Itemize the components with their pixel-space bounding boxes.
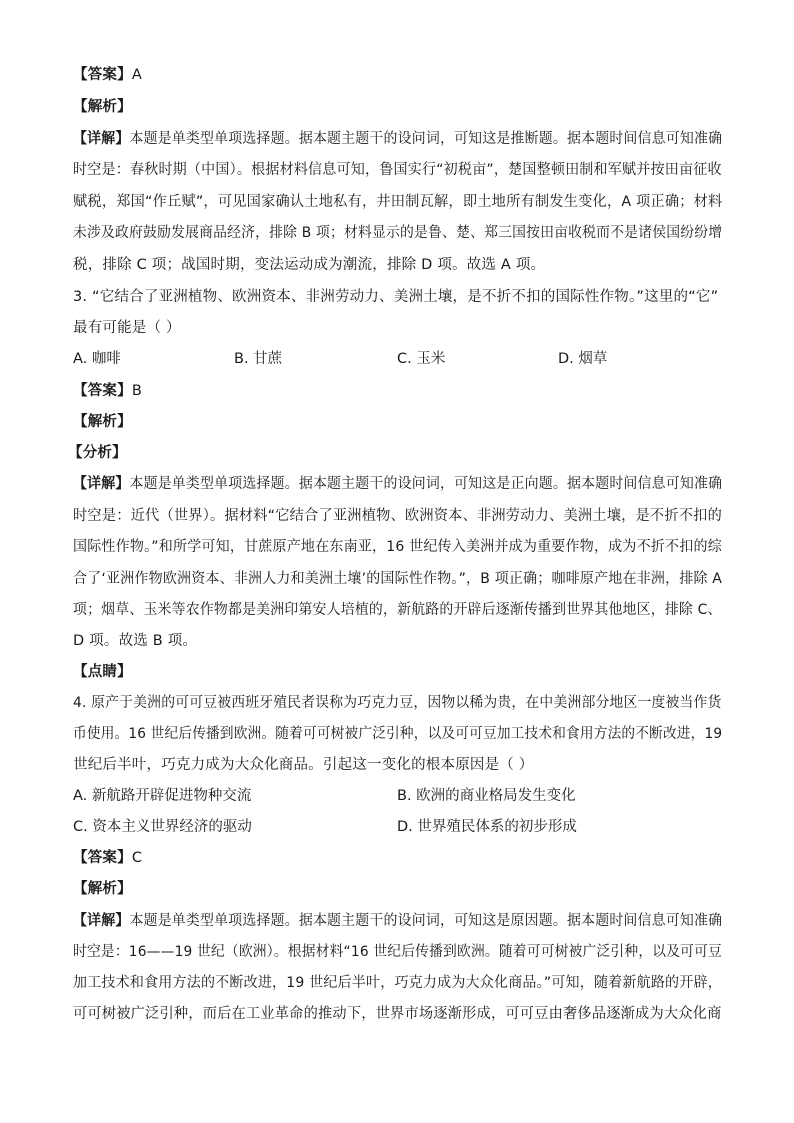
detail-label: 【详解】 xyxy=(73,131,130,147)
q4-detail-line-3: 加工技术和食用方法的不断改进，19 世纪后半叶，巧克力成为大众化商品。”可知，随着新航路的开辟， xyxy=(73,975,722,991)
q2-analysis-label: 【解析】 xyxy=(73,99,132,115)
q3-option-a: A. 咖啡 xyxy=(73,351,121,367)
q4-answer xyxy=(73,848,142,868)
q3-detail-line-1 xyxy=(73,474,722,494)
answer-label: 【答案】 xyxy=(73,67,132,83)
q4-stem-line-2: 币使用。16 世纪后传播到欧洲。随着可可树被广泛引种，以及可可豆加工技术和食用方法的不断改进，19 xyxy=(73,726,723,742)
q3-dianjing-label: 【点睛】 xyxy=(73,664,132,680)
q2-answer xyxy=(73,65,142,85)
detail-label: 【详解】 xyxy=(73,913,130,929)
q4-option-d: D. 世界殖民体系的初步形成 xyxy=(397,819,577,835)
q3-detail-line-2: 时空是：近代（世界）。据材料“它结合了亚洲植物、欧洲资本、非洲劳动力、美洲土壤，是不折不扣的 xyxy=(73,508,722,524)
detail-text: 本题是单类型单项选择题。据本题主题干的设问词，可知这是推断题。据本题时间信息可知准确 xyxy=(129,131,723,147)
q3-detail-line-6: D 项。故选 B 项。 xyxy=(73,633,198,649)
answer-value: C xyxy=(131,850,143,866)
q3-detail-line-5: 项；烟草、玉米等农作物都是美洲印第安人培植的，新航路的开辟后逐渐传播到世界其他地区，排除 C、 xyxy=(73,602,722,618)
q3-answer xyxy=(73,381,142,401)
detail-label: 【详解】 xyxy=(73,476,130,492)
detail-text: 本题是单类型单项选择题。据本题主题干的设问词，可知这是原因题。据本题时间信息可知准确 xyxy=(129,913,723,929)
q4-analysis-label: 【解析】 xyxy=(73,881,132,897)
answer-label: 【答案】 xyxy=(73,850,132,866)
q3-option-c: C. 玉米 xyxy=(397,351,446,367)
q4-detail-line-1 xyxy=(73,911,722,931)
q2-detail-line-3: 赋税，郑国“作丘赋”，可见国家确认土地私有，井田制瓦解，即土地所有制发生变化，A 项正确；材料 xyxy=(73,194,723,210)
q2-detail-line-1 xyxy=(73,129,722,149)
q3-stem-line-1: 3. “它结合了亚洲植物、欧洲资本、非洲劳动力、美洲土壤，是不折不扣的国际性作物。”这里的“它” xyxy=(73,289,719,305)
q3-analysis-label: 【解析】 xyxy=(73,414,132,430)
q3-stem-line-2: 最有可能是（ ） xyxy=(73,320,181,336)
q3-detail-line-3: 国际性作物。”和所学可知，甘蔗原产地在东南亚，16 世纪传入美洲并成为重要作物，成为不折不扣的综 xyxy=(73,539,722,555)
q4-option-c: C. 资本主义世界经济的驱动 xyxy=(73,819,252,835)
q4-option-b: B. 欧洲的商业格局发生变化 xyxy=(397,788,576,804)
answer-value: A xyxy=(131,67,142,83)
q3-detail-line-4: 合了‘亚洲作物欧洲资本、非洲人力和美洲土壤’的国际性作物。”，B 项正确；咖啡原产地在非洲，排除 A xyxy=(73,571,723,587)
q3-option-d: D. 烟草 xyxy=(558,351,608,367)
answer-label: 【答案】 xyxy=(73,383,132,399)
q4-option-a: A. 新航路开辟促进物种交流 xyxy=(73,788,252,804)
q4-detail-line-2: 时空是：16——19 世纪（欧洲）。根据材料“16 世纪后传播到欧洲。随着可可树被广泛引种，以及可可豆 xyxy=(73,944,723,960)
q4-stem-line-3: 世纪后半叶，巧克力成为大众化商品。引起这一变化的根本原因是（ ） xyxy=(73,757,534,773)
q2-detail-line-5: 税，排除 C 项；战国时期，变法运动成为潮流，排除 D 项。故选 A 项。 xyxy=(73,257,546,273)
q2-detail-line-4: 未涉及政府鼓励发展商品经济，排除 B 项；材料显示的是鲁、楚、郑三国按田亩收税而不是诸侯国纷纷增 xyxy=(73,225,723,241)
detail-text: 本题是单类型单项选择题。据本题主题干的设问词，可知这是正向题。据本题时间信息可知准确 xyxy=(129,476,723,492)
q2-detail-line-2: 时空是：春秋时期（中国）。根据材料信息可知，鲁国实行“初税亩”，楚国整顿田制和军赋并按田亩征收 xyxy=(73,162,722,178)
q4-stem-line-1: 4. 原产于美洲的可可豆被西班牙殖民者误称为巧克力豆，因物以稀为贵，在中美洲部分地区一度被当作货 xyxy=(73,695,722,711)
q4-detail-line-4: 可可树被广泛引种，而后在工业革命的推动下，世界市场逐渐形成，可可豆由奢侈品逐渐成为大众化商 xyxy=(73,1006,722,1022)
q3-fenxi-label: 【分析】 xyxy=(68,445,127,461)
q3-option-b: B. 甘蔗 xyxy=(234,351,283,367)
answer-value: B xyxy=(131,383,142,399)
